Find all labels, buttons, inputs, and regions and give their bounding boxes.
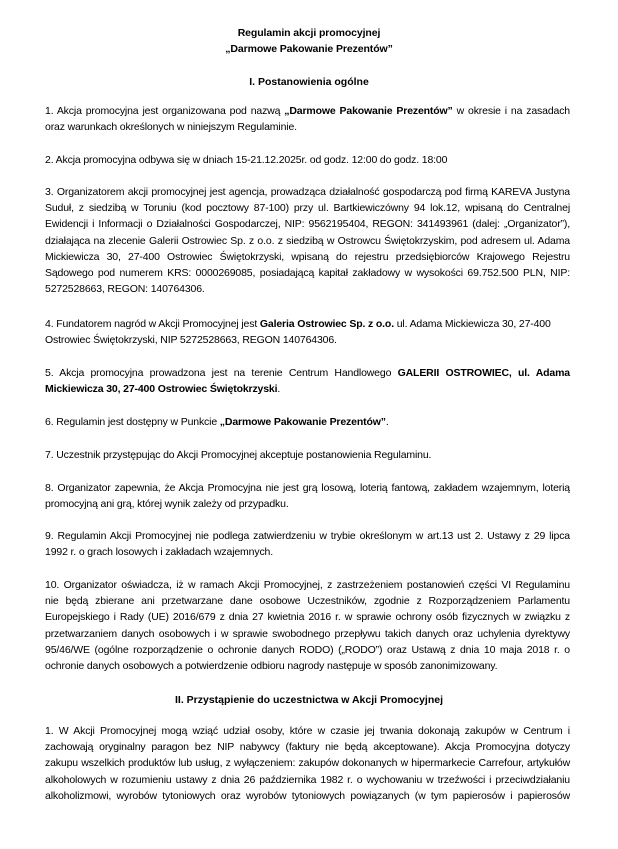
paragraph-4-text: 4. Fundatorem nagród w Akcji Promocyjnej jest xyxy=(45,318,260,330)
paragraph-5-text: 5. Akcja promocyjna prowadzona jest na terenie Centrum Handlowego xyxy=(45,367,398,379)
paragraph-3-line-5: Mickiewicza 30, 27-400 Ostrowiec Świętokrzyski, wpisaną do rejestru przedsiębiorców Krajowego Rejestru xyxy=(45,250,570,263)
paragraph-2-line-1: 2. Akcja promocyjna odbywa się w dniach 15-21.12.2025r. od godz. 12:00 do godz. 18:00 xyxy=(45,154,448,166)
paragraph-10-line-2: nie będą zbierane ani przetwarzane dane osobowe Uczestników, zgodnie z Rozporządzeniem Parlamentu xyxy=(45,595,570,608)
paragraph-7-line-1: 7. Uczestnik przystępując do Akcji Promocyjnej akceptuje postanowienia Regulaminu. xyxy=(45,449,432,461)
paragraph-10 xyxy=(45,577,570,674)
section-heading-general: I. Postanowienia ogólne xyxy=(249,76,369,88)
paragraph-11-line-1: 1. W Akcji Promocyjnej mogą wziąć udział osoby, które w czasie jej trwania dokonają zakupów w Centrum i xyxy=(45,725,570,737)
document-title: Regulamin akcji promocyjnej xyxy=(237,27,381,39)
section-heading-participation: II. Przystąpienie do uczestnictwa w Akcji Promocyjnej xyxy=(174,694,444,706)
paragraph-8-line-2: promocyjną ani grą, której wynik zależy od przypadku. xyxy=(45,498,289,511)
paragraph-3-line-2: Suduł, z siedzibą w Toruniu (kod pocztowy 87-100) przy ul. Bartkiewiczówny 94 lok.12, wpisaną do Centralnej xyxy=(45,202,570,215)
paragraph-3-line-7: 5272528663, REGON: 140764306. xyxy=(45,283,205,296)
sponsor-name-bold: Galeria Ostrowiec Sp. z o.o. xyxy=(259,318,394,330)
paragraph-11 xyxy=(45,723,570,804)
paragraph-10-line-6: ochronie danych osobowych a potwierdzenie odbioru nagrody następuje w sposób zanonimizowany. xyxy=(45,660,498,673)
paragraph-6-end: . xyxy=(385,416,389,428)
paragraph-8 xyxy=(45,480,570,512)
paragraph-8-line-1: 8. Organizator zapewnia, że Akcja Promocyjna nie jest grą losową, loterią fantową, zakładem wzajemnym, loterią xyxy=(45,482,570,494)
paragraph-4-text-end: ul. Adama Mickiewicza 30, 27-400 xyxy=(393,318,551,330)
paragraph-10-line-1: 10. Organizator oświadcza, iż w ramach Akcji Promocyjnej, z zastrzeżeniem postanowień części VI Regulaminu xyxy=(45,579,570,591)
paragraph-9-line-2: 1992 r. o grach losowych i zakładach wzajemnych. xyxy=(45,546,274,559)
paragraph-3-line-6: Sądowego pod numerem KRS: 0000269085, posiadającą kapitał zakładowy w wysokości 69.752.500 PLN, NIP: xyxy=(45,267,570,280)
point-name-bold: „Darmowe Pakowanie Prezentów” xyxy=(219,416,386,428)
paragraph-1-line-2: oraz warunkach określonych w niniejszym Regulaminie. xyxy=(45,121,297,134)
paragraph-3-line-4: działająca na zlecenie Galerii Ostrowiec Sp. z o.o. z siedzibą w Ostrowcu Świętokrzyskim, pod adresem ul. Adama xyxy=(45,234,570,247)
paragraph-11-line-3: zakupu wszelkich produktów lub usług, z wyłączeniem: zakupów dokonanych w hipermarkecie Carrefour, artykułów xyxy=(45,757,570,770)
paragraph-5-end: . xyxy=(277,383,281,396)
paragraph-7 xyxy=(45,447,570,463)
paragraph-5 xyxy=(45,365,570,397)
paragraph-1 xyxy=(45,103,570,135)
paragraph-1-text-end: w okresie i na zasadach xyxy=(452,105,570,117)
paragraph-9-line-1: 9. Regulamin Akcji Promocyjnej nie podlega zatwierdzeniu w trybie określonym w art.13 ust 2. Ustawy z 29 lipca xyxy=(45,530,570,542)
paragraph-3-line-3: Ewidencji i Informacji o Działalności Gospodarczej, NIP: 9562195404, REGON: 341493961 (dalej: „Organizator”), xyxy=(45,218,570,231)
paragraph-10-line-3: Europejskiego i Rady (UE) 2016/679 z dnia 27 kwietnia 2016 r. w sprawie ochrony osób fizycznych w związku z xyxy=(45,611,570,624)
document-subtitle: „Darmowe Pakowanie Prezentów” xyxy=(225,43,393,55)
paragraph-4-line-2: Ostrowiec Świętokrzyski, NIP 5272528663, REGON 140764306. xyxy=(45,334,337,347)
venue-address-bold: Mickiewicza 30, 27-400 Ostrowiec Świętokrzyski xyxy=(45,383,278,396)
paragraph-6 xyxy=(45,414,570,430)
paragraph-2 xyxy=(45,152,570,168)
paragraph-11-line-2: zachowają oryginalny paragon bez NIP nabywcy (faktury nie będą akceptowane). Akcja Promocyjna dotyczy xyxy=(45,741,570,754)
paragraph-10-line-5: 95/46/WE (ogólne rozporządzenie o ochronie danych RODO) („RODO”) oraz Ustawą z dnia 10 maja 2018 r. o xyxy=(45,643,570,656)
paragraph-4 xyxy=(45,316,570,348)
paragraph-11-line-5: alkoholizmowi, wyrobów tytoniowych oraz wyrobów tytoniowych powiązanych (w tym papierosów i papierosów xyxy=(45,789,570,802)
paragraph-3 xyxy=(45,184,570,297)
paragraph-3-line-1: 3. Organizatorem akcji promocyjnej jest agencja, prowadząca działalność gospodarczą pod firmą KAREVA Justyna xyxy=(45,186,570,198)
venue-name-bold: GALERII OSTROWIEC, ul. Adama xyxy=(397,367,570,379)
paragraph-9 xyxy=(45,528,570,560)
paragraph-10-line-4: przetwarzaniem danych osobowych i w sprawie swobodnego przepływu takich danych oraz uchylenia dyrektywy xyxy=(45,627,570,640)
promo-name-bold: „Darmowe Pakowanie Prezentów” xyxy=(284,105,453,117)
paragraph-11-line-4: alkoholowych w rozumieniu ustawy z dnia 26 października 1982 r. o wychowaniu w trzeźwości i przeciwdziałaniu xyxy=(45,773,570,786)
paragraph-1-text: 1. Akcja promocyjna jest organizowana pod nazwą xyxy=(45,105,285,117)
paragraph-6-text: 6. Regulamin jest dostępny w Punkcie xyxy=(45,416,220,428)
